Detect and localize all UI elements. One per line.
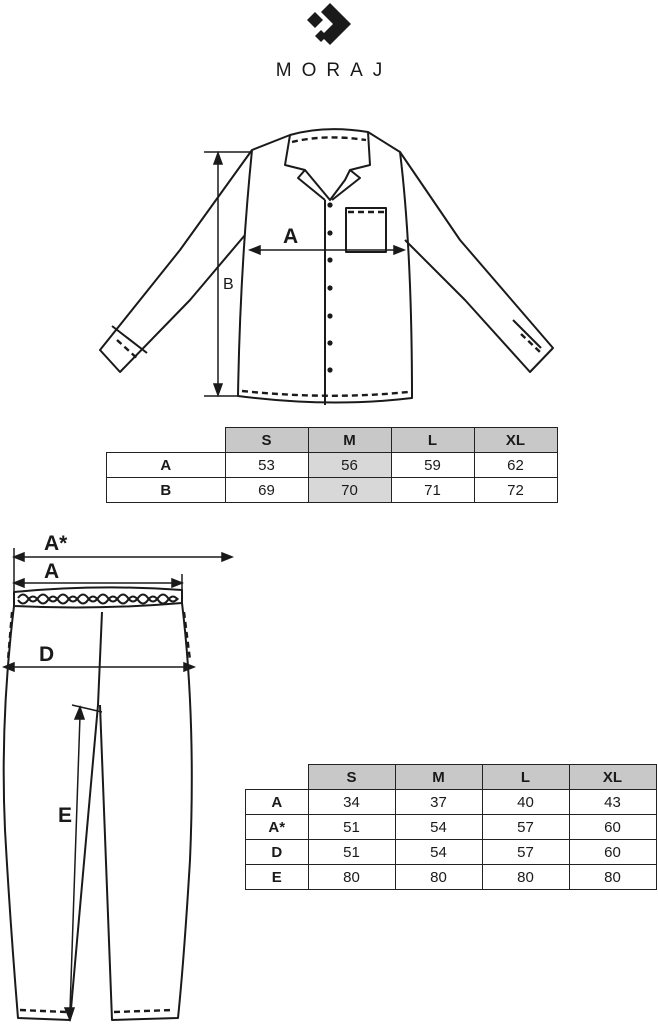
table-row [246,840,657,865]
table-cell: 70 [308,478,391,503]
table-cell: 40 [482,790,569,815]
row-label: A [107,453,226,478]
table-cell: 80 [569,865,656,890]
pants-label-a: A [44,560,60,583]
table-cell: 80 [308,865,395,890]
row-label: B [107,478,226,503]
header-cell: S [308,765,395,790]
table-cell: 80 [395,865,482,890]
table-row [246,790,657,815]
table-cell: 59 [391,453,474,478]
row-label: A* [246,815,309,840]
table-header-row [246,765,657,790]
shirt-label-a: A [283,225,299,248]
table-cell: 57 [482,815,569,840]
table-cell: 34 [308,790,395,815]
table-cell: 37 [395,790,482,815]
pants-size-table [245,764,657,890]
pants-label-e: E [58,804,73,827]
table-cell: 51 [308,815,395,840]
row-label: D [246,840,309,865]
header-cell: XL [474,428,557,453]
table-cell: 69 [225,478,308,503]
pants-label-d: D [39,643,55,666]
header-cell: L [391,428,474,453]
table-cell: 56 [308,453,391,478]
row-label: A [246,790,309,815]
table-cell: 71 [391,478,474,503]
pants-label-a-star: A* [44,532,68,555]
header-cell: M [308,428,391,453]
table-cell: 72 [474,478,557,503]
shirt-label-b: B [223,276,234,293]
header-cell: S [225,428,308,453]
table-cell: 60 [569,840,656,865]
table-cell: 57 [482,840,569,865]
table-cell: 53 [225,453,308,478]
table-cell: 54 [395,840,482,865]
header-cell: XL [569,765,656,790]
header-cell: L [482,765,569,790]
table-cell: 80 [482,865,569,890]
table-cell: 54 [395,815,482,840]
table-row [246,865,657,890]
table-corner [246,765,309,790]
table-cell: 62 [474,453,557,478]
brand-name: MORAJ [275,60,393,81]
header-cell: M [395,765,482,790]
table-cell: 51 [308,840,395,865]
table-cell: 60 [569,815,656,840]
table-row [246,815,657,840]
table-cell: 43 [569,790,656,815]
row-label: E [246,865,309,890]
